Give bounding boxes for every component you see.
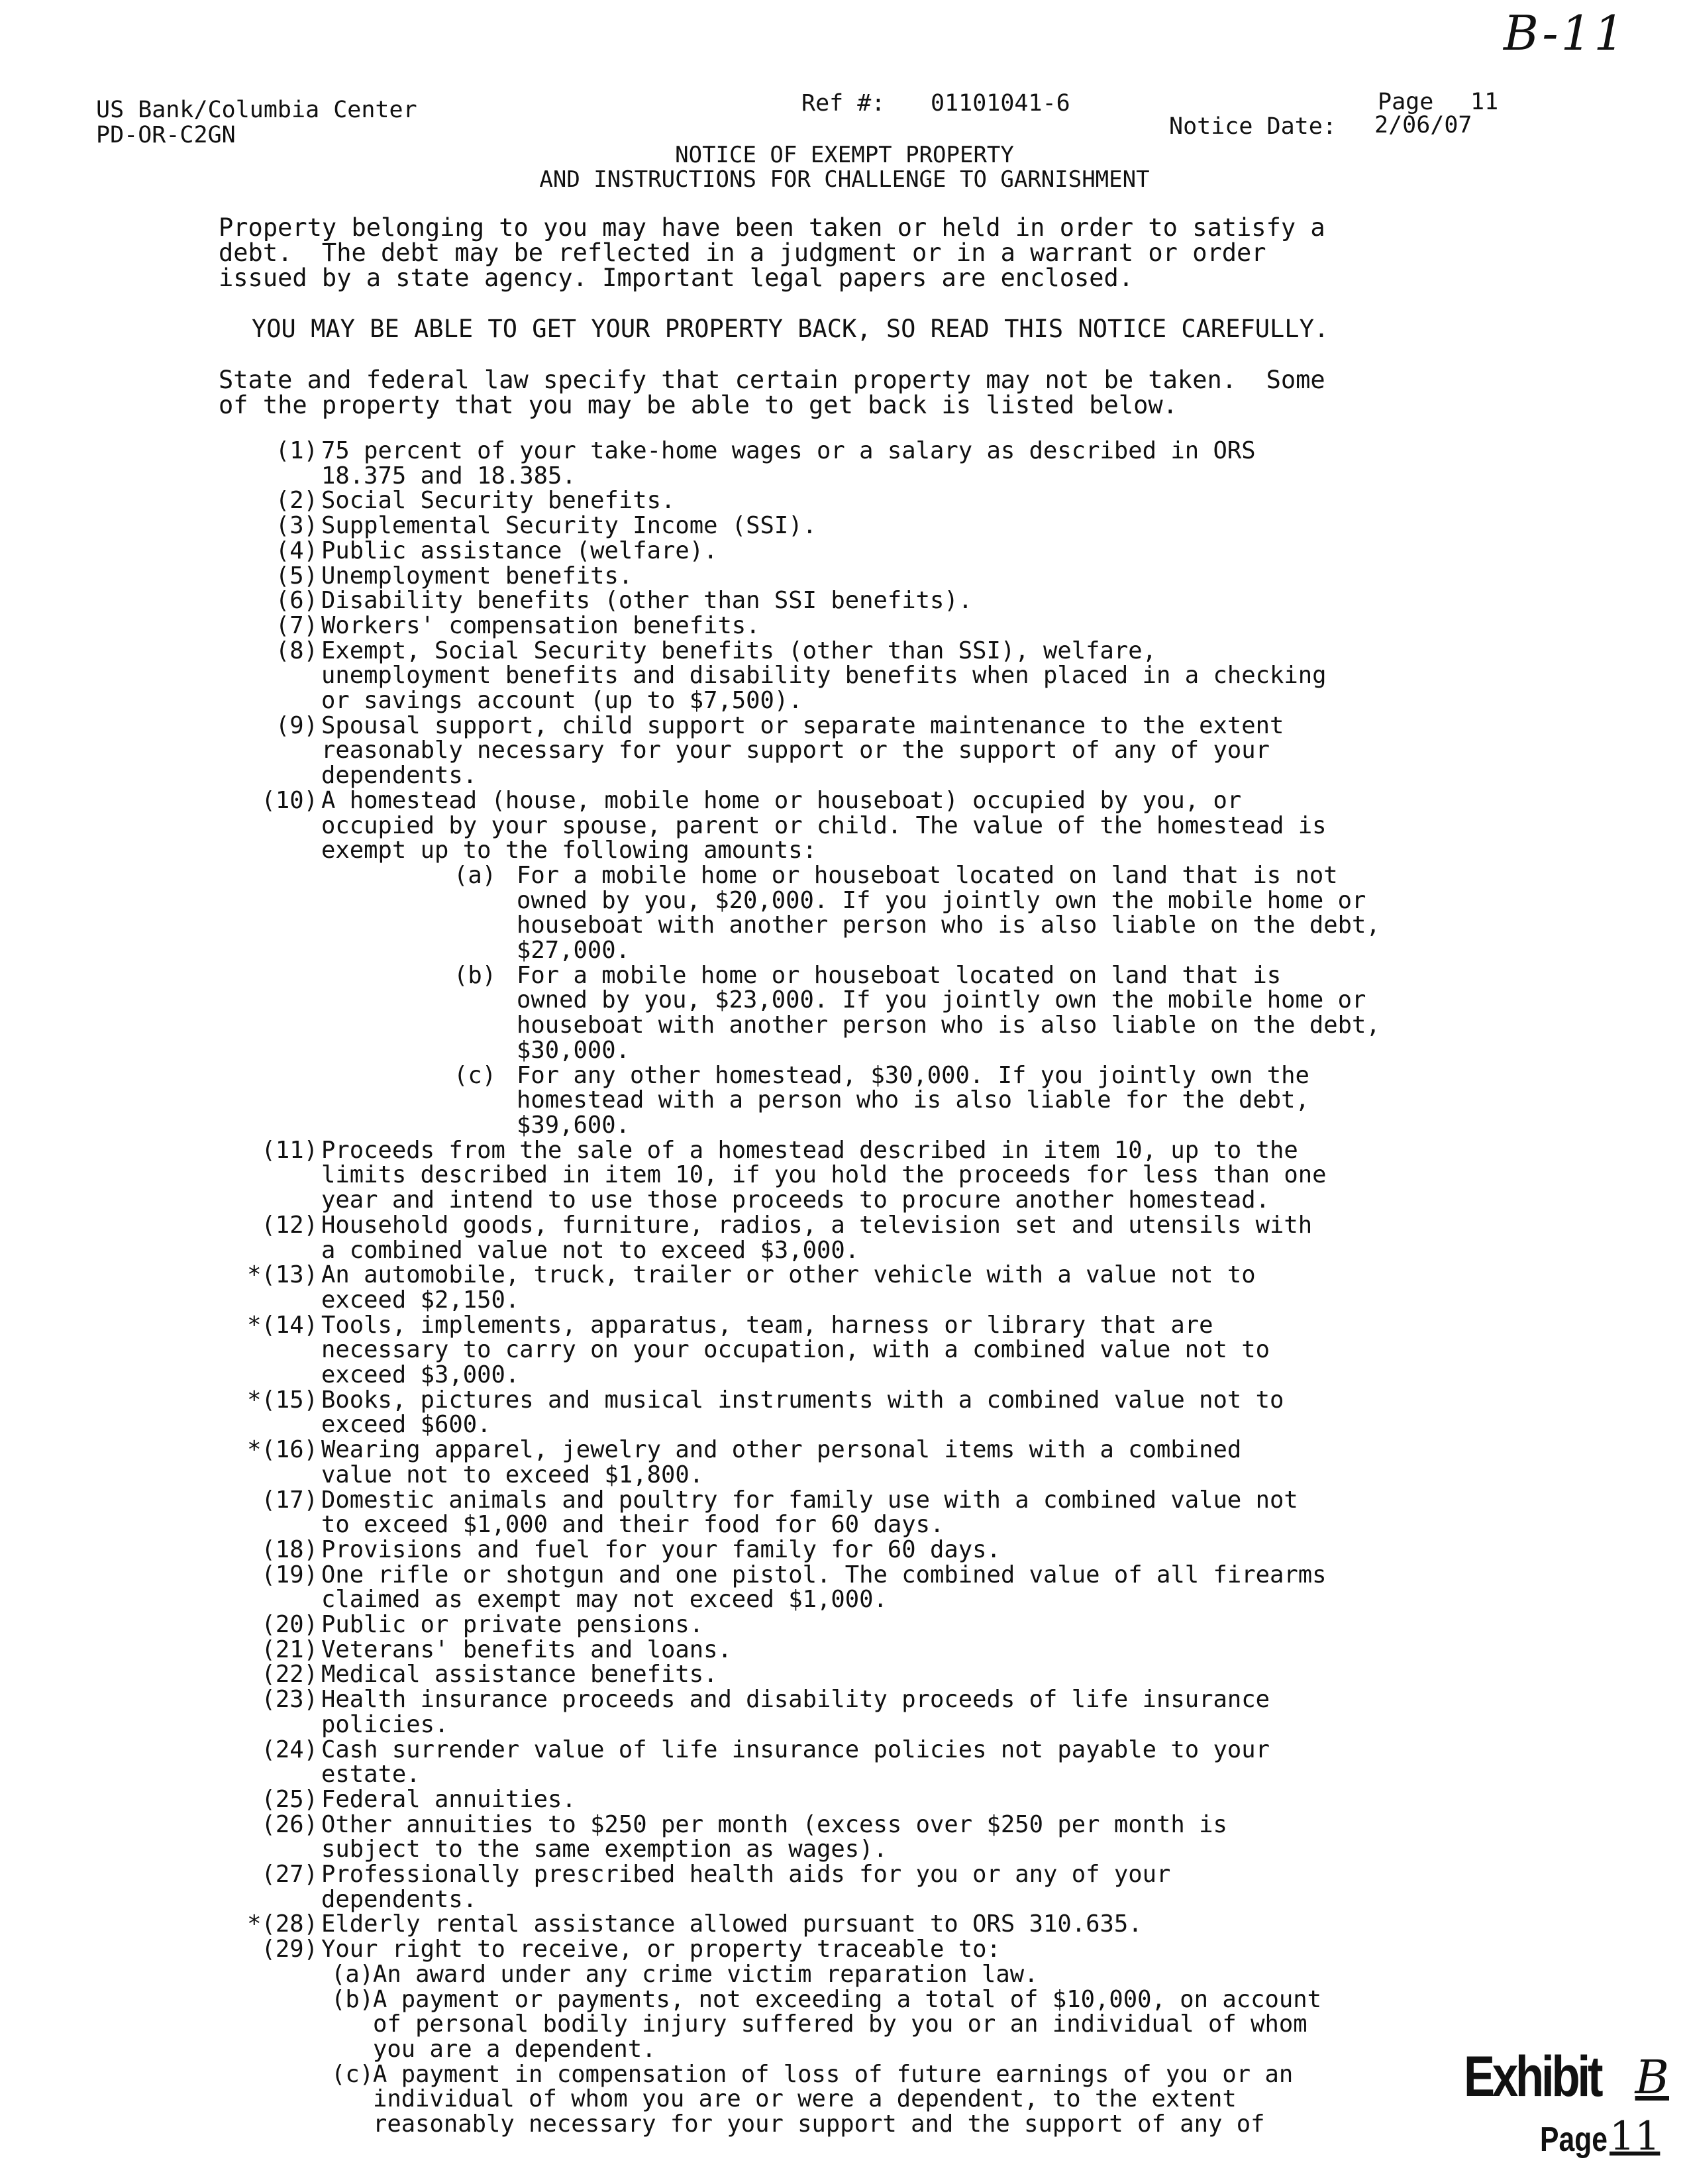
exemption-text: Spousal support, child support or separate maintenance to the extent reasonably necessary for your support or the support of any of your dependents.: [321, 711, 1284, 790]
exemption-number: (27): [261, 1861, 318, 1889]
exemption-text: Public or private pensions.: [321, 1611, 704, 1639]
exemption-text: Federal annuities.: [321, 1785, 576, 1813]
exemption-number: (21): [261, 1636, 318, 1663]
exemption-number: (22): [261, 1661, 318, 1689]
page-label: Page: [1378, 89, 1434, 115]
subitem-label: (b): [331, 1985, 374, 2013]
exemption-subitems: [331, 1962, 1576, 2137]
exemption-text: Domestic animals and poultry for family use with a combined value not to exceed $1,000 and their food for 60 days.: [321, 1486, 1298, 1539]
subitem-label: (c): [331, 2060, 374, 2088]
exemption-item: [219, 1812, 1576, 1862]
exemption-number: *(15): [247, 1386, 318, 1414]
intro-line: Property belonging to you may have been taken or held in order to satisfy a: [219, 213, 1325, 242]
exemption-number: (17): [261, 1486, 318, 1514]
exemption-text: Public assistance (welfare).: [321, 537, 718, 564]
exemption-text: Supplemental Security Income (SSI).: [321, 512, 817, 540]
exemption-text: Veterans' benefits and loans.: [321, 1636, 732, 1663]
exemption-subitem: [331, 2062, 1576, 2137]
exemption-number: (7): [275, 611, 318, 639]
exemption-item: [219, 1263, 1576, 1312]
exemption-text: Wearing apparel, jewelry and other personal items with a combined value not to exceed $1,800.: [321, 1436, 1242, 1488]
exemption-number: (6): [275, 587, 318, 615]
exemption-item: [219, 1213, 1576, 1263]
exemption-item: [219, 1437, 1576, 1487]
law-note-line: State and federal law specify that certain property may not be taken. Some: [219, 366, 1325, 394]
exemption-subitem: [454, 1063, 1576, 1138]
exemption-number: (26): [261, 1810, 318, 1838]
exemption-text: Unemployment benefits.: [321, 562, 633, 590]
exemption-text: An automobile, truck, trailer or other vehicle with a value not to exceed $2,150.: [321, 1261, 1256, 1314]
exemption-number: (5): [275, 562, 318, 590]
page-number: 11: [1470, 89, 1499, 115]
exemption-text: A homestead (house, mobile home or houseboat) occupied by you, or occupied by your spouse, parent or child. The value of the homestead is exempt up to the following amounts:: [321, 786, 1327, 864]
org-name: US Bank/Columbia Center: [96, 97, 417, 123]
exemption-number: (18): [261, 1535, 318, 1563]
ref-number: 01101041-6: [931, 90, 1070, 117]
notice-title-line2: AND INSTRUCTIONS FOR CHALLENGE TO GARNISHMENT: [539, 166, 1150, 193]
subitem-label: (a): [331, 1960, 374, 1988]
exemption-text: One rifle or shotgun and one pistol. The combined value of all firearms claimed as exempt may not exceed $1,000.: [321, 1561, 1327, 1614]
exemption-number: (4): [275, 537, 318, 564]
exemption-number: (11): [261, 1136, 318, 1164]
exemption-item: [219, 564, 1576, 589]
exemption-subitem: [454, 863, 1576, 963]
notice-date: 2/06/07: [1374, 112, 1472, 138]
exemption-number: (25): [261, 1785, 318, 1813]
exemption-list: [219, 439, 1576, 2137]
exemption-item: [219, 1138, 1576, 1213]
exemption-number: (9): [275, 711, 318, 739]
exemption-item: [219, 1687, 1576, 1737]
exemption-number: (29): [261, 1936, 318, 1963]
law-note-line: of the property that you may be able to get back is listed below.: [219, 391, 1178, 419]
warning-line: YOU MAY BE ABLE TO GET YOUR PROPERTY BACK, SO READ THIS NOTICE CAREFULLY.: [252, 315, 1329, 343]
exemption-number: (3): [275, 512, 318, 540]
subitem-text: For any other homestead, $30,000. If you jointly own the homestead with a person who is also liable for the debt, $39,600.: [517, 1061, 1309, 1139]
exemption-text: Books, pictures and musical instruments with a combined value not to exceed $600.: [321, 1386, 1284, 1439]
exemption-text: Health insurance proceeds and disability proceeds of life insurance policies.: [321, 1686, 1270, 1738]
exemption-item: [219, 1912, 1576, 1937]
subitem-text: For a mobile home or houseboat located on land that is not owned by you, $20,000. If you jointly own the mobile home or houseboat with another person who is also liable on the debt, $27,000.: [517, 861, 1380, 964]
exemption-item: [219, 613, 1576, 639]
ref-label: Ref #:: [801, 90, 886, 117]
exemption-subitem: [331, 1962, 1576, 1987]
exemption-item: [219, 1537, 1576, 1563]
exemption-number: (8): [275, 637, 318, 664]
notice-title-line1: NOTICE OF EXEMPT PROPERTY: [675, 142, 1014, 168]
exemption-number: (19): [261, 1561, 318, 1588]
exemption-number: *(28): [247, 1910, 318, 1938]
subitem-text: For a mobile home or houseboat located on land that is owned by you, $23,000. If you jointly own the mobile home or houseboat with another person who is also liable on the debt, $30,000.: [517, 961, 1380, 1064]
exhibit-stamp-mark: B: [1635, 2050, 1669, 2105]
exemption-text: Cash surrender value of life insurance policies not payable to your estate.: [321, 1736, 1270, 1789]
exemption-item: [219, 1787, 1576, 1812]
exemption-item: [219, 513, 1576, 539]
exemption-item: [219, 713, 1576, 788]
exemption-number: (1): [275, 437, 318, 464]
exemption-text: Tools, implements, apparatus, team, harness or library that are necessary to carry on your occupation, with a combined value not to exceed $3,000.: [321, 1311, 1270, 1389]
exemption-number: (24): [261, 1736, 318, 1763]
exemption-item: [219, 1612, 1576, 1638]
org-code: PD-OR-C2GN: [96, 122, 236, 148]
exemption-text: Proceeds from the sale of a homestead described in item 10, up to the limits described in item 10, if you hold the proceeds for less than one year and intend to use those proceeds to procure another homestead.: [321, 1136, 1327, 1214]
exemption-number: (12): [261, 1211, 318, 1239]
exemption-text: Workers' compensation benefits.: [321, 611, 760, 639]
exemption-item: [219, 488, 1576, 513]
exemption-number: *(13): [247, 1261, 318, 1289]
handwritten-mark: B-11: [1504, 5, 1627, 61]
exemption-number: (2): [275, 487, 318, 515]
subitem-text: A payment or payments, not exceeding a total of $10,000, on account of personal bodily injury suffered by you or an individual of whom you are a dependent.: [373, 1985, 1321, 2063]
exemption-item: [219, 1937, 1576, 2137]
exemption-subitem: [331, 1987, 1576, 2062]
exemption-text: Medical assistance benefits.: [321, 1661, 718, 1689]
exemption-text: Other annuities to $250 per month (excess over $250 per month is subject to the same exemption as wages).: [321, 1810, 1227, 1863]
exemption-number: (23): [261, 1686, 318, 1714]
exemption-text: Your right to receive, or property traceable to:: [321, 1936, 1001, 1963]
exemption-text: Provisions and fuel for your family for 60 days.: [321, 1535, 1001, 1563]
exemption-text: Exempt, Social Security benefits (other than SSI), welfare, unemployment benefits and disability benefits when placed in a checking or savings account (up to $7,500).: [321, 637, 1327, 715]
subitem-text: A payment in compensation of loss of future earnings of you or an individual of whom you are or were a dependent, to the extent reasonably necessary for your support and the support of any of: [373, 2060, 1294, 2138]
exemption-item: [219, 1638, 1576, 1663]
notice-date-label: Notice Date:: [1169, 113, 1337, 140]
exemption-number: *(14): [247, 1311, 318, 1339]
exemption-text: 75 percent of your take-home wages or a salary as described in ORS 18.375 and 18.385.: [321, 437, 1256, 490]
exemption-item: [219, 1563, 1576, 1612]
exemption-item: [219, 1388, 1576, 1437]
exemption-text: Elderly rental assistance allowed pursuant to ORS 310.635.: [321, 1910, 1143, 1938]
exemption-number: *(16): [247, 1436, 318, 1464]
exemption-text: Household goods, furniture, radios, a television set and utensils with a combined value not to exceed $3,000.: [321, 1211, 1313, 1264]
subitem-label: (a): [454, 861, 497, 889]
exemption-item: [219, 1488, 1576, 1537]
intro-line: debt. The debt may be reflected in a judgment or in a warrant or order: [219, 238, 1266, 267]
subitem-label: (c): [454, 1061, 497, 1089]
exemption-item: [219, 439, 1576, 488]
exhibit-stamp-label: Exhibit: [1464, 2045, 1601, 2108]
exemption-item: [219, 639, 1576, 713]
exemption-text: Professionally prescribed health aids for you or any of your dependents.: [321, 1861, 1171, 1913]
exemption-subitems: [454, 863, 1576, 1138]
exemption-item: [219, 1738, 1576, 1787]
exemption-item: [219, 588, 1576, 613]
exemption-item: [219, 1662, 1576, 1687]
subitem-label: (b): [454, 961, 497, 989]
exemption-item: [219, 1313, 1576, 1388]
exemption-number: (20): [261, 1611, 318, 1639]
exemption-item: [219, 539, 1576, 564]
exemption-number: (10): [261, 786, 318, 814]
subitem-text: An award under any crime victim reparation law.: [373, 1960, 1039, 1988]
intro-line: issued by a state agency. Important legal papers are enclosed.: [219, 264, 1134, 292]
exemption-item: [219, 1862, 1576, 1912]
exemption-text: Disability benefits (other than SSI benefits).: [321, 587, 973, 615]
exhibit-page-label: Page: [1540, 2120, 1608, 2159]
exemption-item: [219, 788, 1576, 1138]
exhibit-page-mark: 11: [1610, 2113, 1661, 2159]
exemption-subitem: [454, 963, 1576, 1063]
exemption-text: Social Security benefits.: [321, 487, 676, 515]
